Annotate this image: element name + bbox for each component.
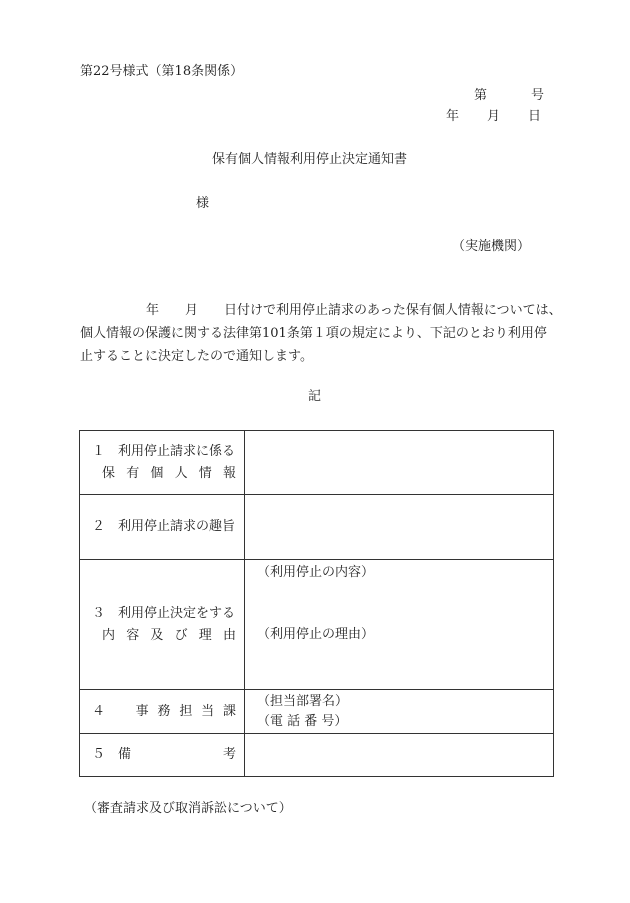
value-retained-info[interactable]	[245, 431, 554, 495]
document-title: 保有個人情報利用停止決定通知書	[212, 152, 408, 167]
body-month: 月	[185, 303, 199, 318]
label-line: ５ 備	[92, 747, 132, 762]
table-row-request-purpose	[80, 495, 554, 560]
body-line-2: 個人情報の保護に関する法律第101条第１項の規定により、下記のとおり利用停	[80, 326, 547, 341]
label-line: 内容及び理由	[102, 627, 236, 643]
number-prefix: 第	[474, 88, 488, 103]
ki-heading: 記	[308, 389, 322, 404]
table-row-remarks	[80, 734, 554, 777]
department-name-label: （担当部署名）	[257, 694, 349, 709]
decision-table	[79, 430, 554, 777]
label-line: 保有個人情報	[102, 465, 236, 481]
issuer: （実施機関）	[452, 239, 531, 254]
body-line-1	[80, 303, 562, 319]
date-month: 月	[487, 109, 501, 124]
addressee: 様	[196, 196, 210, 211]
number-suffix: 号	[531, 88, 545, 103]
decision-reason-label: （利用停止の理由）	[257, 627, 375, 642]
body-year: 年	[146, 303, 160, 318]
label-line: ３ 利用停止決定をする	[92, 605, 236, 621]
phone-number-label: （電 話 番 号）	[257, 714, 348, 729]
value-remarks[interactable]	[245, 734, 554, 777]
table-row-retained-info	[80, 431, 554, 495]
document-number	[474, 88, 544, 104]
decision-content-label: （利用停止の内容）	[257, 565, 375, 580]
label-decision	[80, 560, 245, 690]
body-line-3: 止することに決定したので通知します。	[80, 349, 313, 364]
value-request-purpose[interactable]	[245, 495, 554, 560]
value-department[interactable]	[245, 690, 554, 734]
remarks-label	[80, 744, 244, 766]
label-line: ４ 事務担当課	[92, 703, 236, 719]
body-line-1-text: 日付けで利用停止請求のあった保有個人情報については、	[224, 303, 562, 318]
date-year: 年	[446, 109, 460, 124]
label-retained-info	[80, 431, 245, 495]
table-row-department	[80, 690, 554, 734]
table-row-decision	[80, 560, 554, 690]
value-decision[interactable]	[245, 560, 554, 690]
form-number: 第22号様式（第18条関係）	[80, 64, 244, 79]
footer-note: （審査請求及び取消訴訟について）	[84, 801, 292, 816]
label-line: ２ 利用停止請求の趣旨	[92, 519, 236, 534]
label-request-purpose	[80, 495, 245, 560]
label-line: 考	[222, 747, 236, 762]
label-line: １ 利用停止請求に係る	[92, 443, 236, 459]
date-day: 日	[528, 109, 542, 124]
issue-date	[446, 109, 541, 125]
label-department	[80, 690, 245, 734]
label-remarks	[80, 734, 245, 777]
